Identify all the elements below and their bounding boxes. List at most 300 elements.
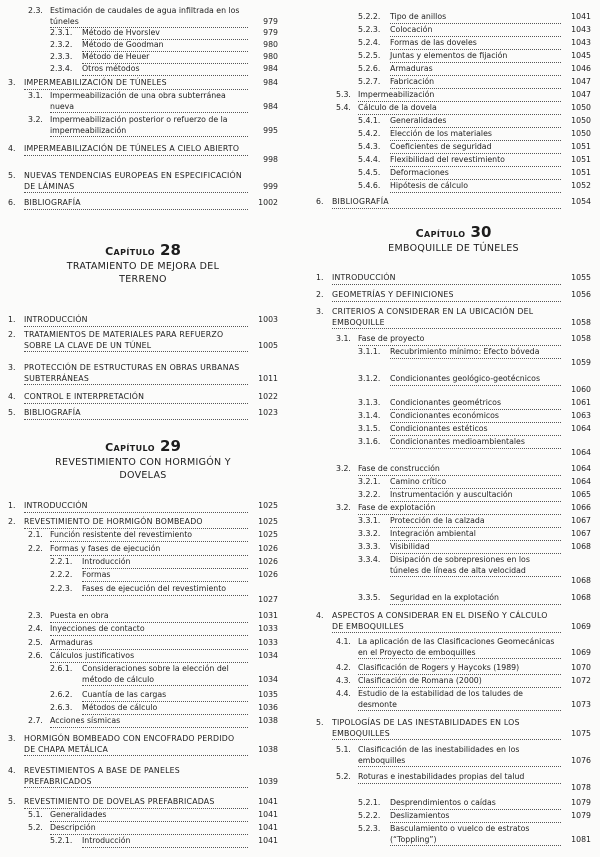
toc-entry-page: 1033 <box>258 638 278 647</box>
toc-entry-title: Deformaciones <box>390 168 561 180</box>
toc-entry-number: 2.2.3. <box>50 584 73 593</box>
toc-entry-title: Formas <box>82 570 248 582</box>
toc-entry <box>316 142 591 153</box>
toc-entry <box>8 144 278 165</box>
toc-entry-page: 995 <box>263 125 278 135</box>
toc-entry <box>8 52 278 63</box>
toc-entry <box>316 12 591 23</box>
toc-entry <box>8 392 278 403</box>
toc-entry-number: 3.1.1. <box>358 347 381 356</box>
toc-entry-title: Elección de los materiales <box>390 129 561 141</box>
toc-entry-number: 3.3.5. <box>358 593 381 602</box>
toc-entry-title: Otros métodos <box>82 64 248 76</box>
toc-entry-page: 1025 <box>258 530 278 539</box>
toc-entry <box>316 90 591 101</box>
toc-entry <box>8 570 278 581</box>
toc-entry-title: Condicionantes geométricos <box>390 398 561 410</box>
toc-entry <box>316 290 591 301</box>
toc-entry-number: 3. <box>316 307 324 316</box>
toc-entry-page: 1005 <box>258 340 278 350</box>
toc-entry-title: Armaduras <box>390 64 561 76</box>
toc-entry-page: 1026 <box>258 544 278 553</box>
toc-entry <box>316 116 591 127</box>
toc-entry <box>8 624 278 635</box>
toc-entry-page: 980 <box>263 52 278 61</box>
chapter-title: EMBOQUILLE DE TÚNELES <box>388 243 519 254</box>
toc-entry-number: 5. <box>8 408 16 417</box>
toc-entry-title: Condicionantes económicos <box>390 411 561 423</box>
toc-entry-number: 5.4. <box>336 103 351 112</box>
toc-entry-number: 1. <box>316 273 324 282</box>
toc-entry <box>316 25 591 36</box>
toc-entry-title: BIBLIOGRAFÍA <box>24 198 248 210</box>
toc-entry-page: 1070 <box>571 663 591 672</box>
toc-entry-number: 4.3. <box>336 676 351 685</box>
toc-entry-page: 1069 <box>571 621 591 631</box>
toc-entry-title: Protección de la calzada <box>390 516 561 528</box>
toc-entry-page: 1058 <box>571 334 591 343</box>
toc-entry <box>8 797 278 808</box>
chapter-number: 30 <box>470 223 492 241</box>
toc-entry-page: 1043 <box>571 38 591 47</box>
toc-entry <box>316 745 591 766</box>
toc-entry <box>316 516 591 527</box>
toc-entry-number: 2.3. <box>28 6 43 15</box>
toc-entry <box>316 503 591 514</box>
toc-entry-page: 1034 <box>258 651 278 660</box>
toc-entry-page: 1056 <box>571 290 591 299</box>
chapter-title: REVESTIMIENTO CON HORMIGÓN Y DOVELAS <box>55 457 231 481</box>
toc-entry-page: 1003 <box>258 315 278 324</box>
toc-entry-page: 1051 <box>571 155 591 164</box>
toc-entry-number: 2.6.3. <box>50 703 73 712</box>
toc-entry <box>8 198 278 209</box>
toc-entry-page: 1036 <box>258 703 278 712</box>
toc-entry-title: Armaduras <box>50 638 248 650</box>
toc-entry-page: 1035 <box>258 690 278 699</box>
toc-entry-number: 5.2.4. <box>358 38 381 47</box>
toc-entry <box>316 398 591 409</box>
toc-entry <box>8 517 278 528</box>
toc-entry-page: 1047 <box>571 77 591 86</box>
toc-entry <box>8 836 278 847</box>
toc-entry <box>316 663 591 674</box>
toc-entry-title: Formas y fases de ejecución <box>50 544 248 556</box>
toc-entry-page: 1076 <box>571 755 591 765</box>
toc-entry <box>8 171 278 192</box>
toc-entry <box>8 690 278 701</box>
toc-entry-page: 1026 <box>258 570 278 579</box>
toc-entry-page: 1068 <box>571 542 591 551</box>
chapter-label: Capítulo <box>105 441 155 454</box>
toc-entry-number: 2. <box>8 517 16 526</box>
toc-entry-title: Recubrimiento mínimo: Efecto bóveda <box>390 347 561 359</box>
toc-entry-title: Condicionantes medioambientales <box>390 437 561 449</box>
toc-entry-title: Impermeabilización de una obra subterránea nueva <box>50 91 248 113</box>
toc-entry-number: 5.4.2. <box>358 129 381 138</box>
toc-entry-page: 1025 <box>258 501 278 510</box>
toc-entry-number: 6. <box>316 197 324 206</box>
toc-entry <box>316 64 591 75</box>
toc-entry-number: 5.2. <box>28 823 43 832</box>
toc-entry-title: Instrumentación y auscultación <box>390 490 561 502</box>
toc-entry-title: Estudio de la estabilidad de los taludes de desmonte <box>358 689 561 711</box>
toc-entry-page: 1045 <box>571 51 591 60</box>
toc-entry <box>316 718 591 739</box>
toc-entry-page: 1061 <box>571 398 591 407</box>
toc-entry-page: 1059 <box>571 357 591 367</box>
toc-entry-page: 1041 <box>258 810 278 819</box>
toc-entry-title: Cálculo de la dovela <box>358 103 561 115</box>
toc-entry-page: 1068 <box>571 576 591 585</box>
toc-entry-number: 3.3.2. <box>358 529 381 538</box>
toc-entry-page: 984 <box>263 64 278 73</box>
toc-entry-number: 4.2. <box>336 663 351 672</box>
toc-entry-number: 2. <box>316 290 324 299</box>
toc-entry-number: 3.1.2. <box>358 374 381 383</box>
toc-entry-title: Introducción <box>82 836 248 848</box>
toc-entry-title: Clasificación de Romana (2000) <box>358 676 561 688</box>
toc-entry <box>316 490 591 501</box>
toc-entry-title: Deslizamientos <box>390 811 561 823</box>
toc-entry-title: BIBLIOGRAFÍA <box>24 408 248 420</box>
toc-entry-title: Condicionantes geológico-geotécnicos <box>390 374 561 386</box>
toc-entry-title: Consideraciones sobre la elección del método de cálculo <box>82 664 248 686</box>
toc-entry-title: IMPERMEABILIZACIÓN DE TÚNELES A CIELO ABIERTO <box>24 144 248 156</box>
chapter-number: 29 <box>160 437 181 455</box>
toc-entry-number: 5.2.6. <box>358 64 381 73</box>
toc-entry-page: 979 <box>263 28 278 37</box>
toc-entry-page: 1073 <box>571 699 591 709</box>
toc-entry-page: 1065 <box>571 490 591 499</box>
toc-entry-title: REVESTIMIENTO DE DOVELAS PREFABRICADAS <box>24 797 248 809</box>
toc-entry-title: Disipación de sobrepresiones en los túneles de líneas de alta velocidad <box>390 555 561 577</box>
toc-entry <box>316 637 591 658</box>
toc-entry <box>316 197 591 208</box>
toc-entry-number: 3. <box>8 734 16 743</box>
toc-entry <box>8 823 278 834</box>
toc-entry-number: 4.1. <box>336 637 351 646</box>
chapter-title: TRATAMIENTO DE MEJORA DEL TERRENO <box>66 261 220 285</box>
toc-entry-number: 5.4.1. <box>358 116 381 125</box>
toc-entry-page: 1051 <box>571 168 591 177</box>
chapter-number: 28 <box>160 241 181 259</box>
toc-entry-page: 1066 <box>571 503 591 512</box>
toc-entry-number: 5.1. <box>336 745 351 754</box>
toc-entry <box>316 593 591 604</box>
toc-entry-title: PROTECCIÓN DE ESTRUCTURAS EN OBRAS URBANAS SUBTERRÁNEAS <box>24 363 248 385</box>
toc-entry-title: Fase de construcción <box>358 464 561 476</box>
toc-entry-title: IMPERMEABILIZACIÓN DE TÚNELES <box>24 78 248 90</box>
toc-entry-title: Clasificación de Rogers y Haycoks (1989) <box>358 663 561 675</box>
toc-entry-number: 3.1.5. <box>358 424 381 433</box>
toc-entry <box>8 584 278 605</box>
toc-entry-page: 1078 <box>571 782 591 792</box>
toc-entry-number: 2.7. <box>28 716 43 725</box>
toc-entry-title: Descripción <box>50 823 248 835</box>
toc-entry-title: REVESTIMIENTOS A BASE DE PANELES PREFABRICADOS <box>24 766 248 788</box>
toc-entry-number: 5.2.3. <box>358 824 381 833</box>
toc-entry <box>8 766 278 787</box>
toc-entry-title: Fases de ejecución del revestimiento <box>82 584 248 596</box>
toc-entry <box>316 676 591 687</box>
toc-entry-number: 2.3.3. <box>50 52 73 61</box>
toc-entry-number: 1. <box>8 501 16 510</box>
toc-entry-page: 984 <box>263 78 278 87</box>
toc-entry <box>8 6 278 27</box>
toc-entry-number: 5.2.3. <box>358 25 381 34</box>
toc-entry-number: 3.2. <box>28 115 43 124</box>
toc-entry-title: Puesta en obra <box>50 611 248 623</box>
toc-entry-number: 3.1.6. <box>358 437 381 446</box>
toc-entry-number: 3.1. <box>336 334 351 343</box>
toc-entry-number: 2.6. <box>28 651 43 660</box>
toc-entry-page: 1058 <box>571 317 591 327</box>
toc-entry-page: 1047 <box>571 90 591 99</box>
toc-entry <box>8 810 278 821</box>
toc-entry <box>8 363 278 384</box>
toc-entry-title: Acciones sísmicas <box>50 716 248 728</box>
toc-entry-number: 5.4.6. <box>358 181 381 190</box>
toc-entry-number: 5.2. <box>336 772 351 781</box>
toc-entry <box>8 664 278 685</box>
toc-entry <box>316 611 591 632</box>
toc-entry-number: 4. <box>8 766 16 775</box>
toc-entry <box>8 703 278 714</box>
toc-entry <box>8 330 278 351</box>
toc-entry-number: 5.1. <box>28 810 43 819</box>
toc-entry-page: 1034 <box>258 674 278 684</box>
toc-entry-title: Cuantía de las cargas <box>82 690 248 702</box>
toc-entry-title: Visibilidad <box>390 542 561 554</box>
toc-entry-number: 4. <box>8 144 16 153</box>
toc-entry-title: Método de Heuer <box>82 52 248 64</box>
toc-entry-page: 1046 <box>571 64 591 73</box>
toc-entry <box>316 772 591 793</box>
toc-entry-number: 5.2.2. <box>358 811 381 820</box>
toc-entry <box>8 408 278 419</box>
toc-entry <box>316 103 591 114</box>
toc-entry-number: 6. <box>8 198 16 207</box>
toc-entry-title: REVESTIMIENTO DE HORMIGÓN BOMBEADO <box>24 517 248 529</box>
toc-entry-title: INTRODUCCIÓN <box>24 315 248 327</box>
toc-entry <box>8 530 278 541</box>
toc-entry <box>316 168 591 179</box>
toc-entry-title: Impermeabilización posterior o refuerzo de la impermeabilización <box>50 115 248 137</box>
toc-entry <box>316 798 591 809</box>
toc-entry-title: TIPOLOGÍAS DE LAS INESTABILIDADES EN LOS EMBOQUILLES <box>332 718 561 740</box>
toc-entry-number: 2. <box>8 330 16 339</box>
toc-entry-number: 3.1.4. <box>358 411 381 420</box>
toc-entry-page: 1064 <box>571 477 591 486</box>
toc-entry <box>316 347 591 368</box>
toc-entry-number: 5.4.4. <box>358 155 381 164</box>
toc-entry <box>316 51 591 62</box>
toc-entry <box>8 78 278 89</box>
toc-entry-number: 1. <box>8 315 16 324</box>
toc-entry-page: 1033 <box>258 624 278 633</box>
toc-entry-number: 2.3. <box>28 611 43 620</box>
toc-entry-page: 984 <box>263 101 278 111</box>
toc-entry-number: 3. <box>8 78 16 87</box>
toc-entry-page: 1050 <box>571 116 591 125</box>
toc-entry-number: 2.6.2. <box>50 690 73 699</box>
toc-entry <box>8 557 278 568</box>
toc-entry-title: Condicionantes estéticos <box>390 424 561 436</box>
toc-entry-title: Hipótesis de cálculo <box>390 181 561 193</box>
toc-entry-title: La aplicación de las Clasificaciones Geomecánicas en el Proyecto de emboquilles <box>358 637 561 659</box>
toc-entry-title: Colocación <box>390 25 561 37</box>
toc-entry <box>8 64 278 75</box>
toc-entry <box>8 28 278 39</box>
toc-entry-title: Camino crítico <box>390 477 561 489</box>
toc-entry-number: 2.1. <box>28 530 43 539</box>
toc-entry-page: 999 <box>263 181 278 191</box>
toc-entry-page: 1039 <box>258 776 278 786</box>
toc-entry-title: HORMIGÓN BOMBEADO CON ENCOFRADO PERDIDO DE CHAPA METÁLICA <box>24 734 248 756</box>
toc-entry-title: Formas de las doveles <box>390 38 561 50</box>
toc-entry-page: 1041 <box>571 12 591 21</box>
toc-entry-page: 1041 <box>258 797 278 806</box>
toc-entry-page: 1064 <box>571 464 591 473</box>
toc-entry-number: 5.4.3. <box>358 142 381 151</box>
toc-entry-page: 1051 <box>571 142 591 151</box>
toc-entry-title: Coeficientes de seguridad <box>390 142 561 154</box>
toc-entry-page: 1068 <box>571 593 591 602</box>
toc-entry-page: 1063 <box>571 411 591 420</box>
toc-entry-title: Integración ambiental <box>390 529 561 541</box>
chapter-label: Capítulo <box>105 245 155 258</box>
toc-entry <box>316 77 591 88</box>
toc-entry-title: TRATAMIENTOS DE MATERIALES PARA REFUERZO SOBRE LA CLAVE DE UN TÚNEL <box>24 330 248 352</box>
toc-entry-number: 3.3.4. <box>358 555 381 564</box>
toc-entry-number: 5.2.7. <box>358 77 381 86</box>
toc-entry-page: 1050 <box>571 103 591 112</box>
toc-entry-page: 1031 <box>258 611 278 620</box>
toc-entry-number: 2.2.1. <box>50 557 73 566</box>
toc-entry <box>316 529 591 540</box>
toc-entry-page: 1064 <box>571 447 591 457</box>
toc-entry-page: 1060 <box>571 384 591 394</box>
toc-entry-title: Generalidades <box>50 810 248 822</box>
toc-entry-number: 3.2.2. <box>358 490 381 499</box>
toc-entry <box>8 115 278 136</box>
toc-entry <box>316 155 591 166</box>
toc-entry <box>316 424 591 435</box>
toc-entry-page: 1041 <box>258 836 278 845</box>
toc-entry-title: Fabricación <box>390 77 561 89</box>
toc-entry-number: 2.3.2. <box>50 40 73 49</box>
toc-entry <box>8 501 278 512</box>
toc-entry-title: BIBLIOGRAFÍA <box>332 197 561 209</box>
toc-entry-number: 3.1. <box>28 91 43 100</box>
chapter-30-heading <box>316 222 591 256</box>
toc-entry-title: NUEVAS TENDENCIAS EUROPEAS EN ESPECIFICACIÓN DE LÁMINAS <box>24 171 248 193</box>
toc-entry <box>316 334 591 345</box>
toc-entry-page: 1064 <box>571 424 591 433</box>
toc-entry <box>316 374 591 395</box>
toc-entry <box>8 734 278 755</box>
toc-entry-title: Estimación de caudales de agua infiltrada en los túneles <box>50 6 248 28</box>
toc-entry-number: 3.2. <box>336 503 351 512</box>
toc-entry-title: INTRODUCCIÓN <box>332 273 561 285</box>
toc-entry-page: 1054 <box>571 197 591 206</box>
toc-entry-page: 1067 <box>571 516 591 525</box>
toc-entry-title: ASPECTOS A CONSIDERAR EN EL DISEÑO Y CÁLCULO DE EMBOQUILLES <box>332 611 561 633</box>
toc-entry-page: 1023 <box>258 408 278 417</box>
toc-entry-page: 980 <box>263 40 278 49</box>
toc-entry-title: GEOMETRÍAS Y DEFINICIONES <box>332 290 561 302</box>
toc-entry-number: 2.3.1. <box>50 28 73 37</box>
toc-entry-number: 5. <box>8 171 16 180</box>
toc-entry-number: 3.2.1. <box>358 477 381 486</box>
toc-entry-page: 1002 <box>258 198 278 207</box>
toc-entry-page: 1025 <box>258 517 278 526</box>
toc-entry-page: 1075 <box>571 728 591 738</box>
toc-entry-number: 2.2.2. <box>50 570 73 579</box>
toc-entry-page: 1052 <box>571 181 591 190</box>
toc-entry-page: 1022 <box>258 392 278 401</box>
toc-entry-title: INTRODUCCIÓN <box>24 501 248 513</box>
toc-entry-title: CRITERIOS A CONSIDERAR EN LA UBICACIÓN DEL EMBOQUILLE <box>332 307 561 329</box>
toc-entry-page: 1079 <box>571 798 591 807</box>
toc-entry-number: 3.2. <box>336 464 351 473</box>
toc-entry-page: 1067 <box>571 529 591 538</box>
chapter-29-heading <box>8 436 278 482</box>
toc-entry-page: 1038 <box>258 716 278 725</box>
toc-entry-number: 5. <box>8 797 16 806</box>
toc-entry-page: 1081 <box>571 834 591 844</box>
toc-entry-title: Generalidades <box>390 116 561 128</box>
toc-entry-number: 3.1.3. <box>358 398 381 407</box>
toc-entry <box>316 411 591 422</box>
toc-entry-title: Método de Hvorslev <box>82 28 248 40</box>
toc-entry <box>316 181 591 192</box>
toc-entry-title: Clasificación de las inestabilidades en los emboquilles <box>358 745 561 767</box>
toc-entry-page: 1069 <box>571 647 591 657</box>
toc-entry-title: Flexibilidad del revestimiento <box>390 155 561 167</box>
toc-entry <box>8 91 278 112</box>
toc-entry <box>8 315 278 326</box>
toc-entry-number: 5. <box>316 718 324 727</box>
toc-entry <box>316 464 591 475</box>
toc-entry <box>8 40 278 51</box>
toc-entry-page: 1079 <box>571 811 591 820</box>
toc-entry-title: Cálculos justificativos <box>50 651 248 663</box>
toc-entry-page: 1011 <box>258 373 278 383</box>
toc-entry <box>8 611 278 622</box>
toc-entry-title: Seguridad en la explotación <box>390 593 561 605</box>
toc-entry-number: 5.2.5. <box>358 51 381 60</box>
toc-entry <box>316 477 591 488</box>
toc-entry-number: 5.2.1. <box>50 836 73 845</box>
toc-entry-number: 2.4. <box>28 624 43 633</box>
toc-entry-number: 4. <box>8 392 16 401</box>
toc-entry <box>8 638 278 649</box>
toc-entry-number: 3.3.3. <box>358 542 381 551</box>
toc-entry-title: Función resistente del revestimiento <box>50 530 248 542</box>
toc-entry-number: 5.2.2. <box>358 12 381 21</box>
toc-entry-title: Desprendimientos o caídas <box>390 798 561 810</box>
toc-entry-number: 3.3.1. <box>358 516 381 525</box>
toc-entry-title: Inyecciones de contacto <box>50 624 248 636</box>
toc-entry <box>316 129 591 140</box>
toc-entry-title: Juntas y elementos de fijación <box>390 51 561 63</box>
toc-entry <box>316 437 591 458</box>
toc-entry-number: 5.2.1. <box>358 798 381 807</box>
toc-entry-page: 1050 <box>571 129 591 138</box>
toc-entry <box>8 716 278 727</box>
